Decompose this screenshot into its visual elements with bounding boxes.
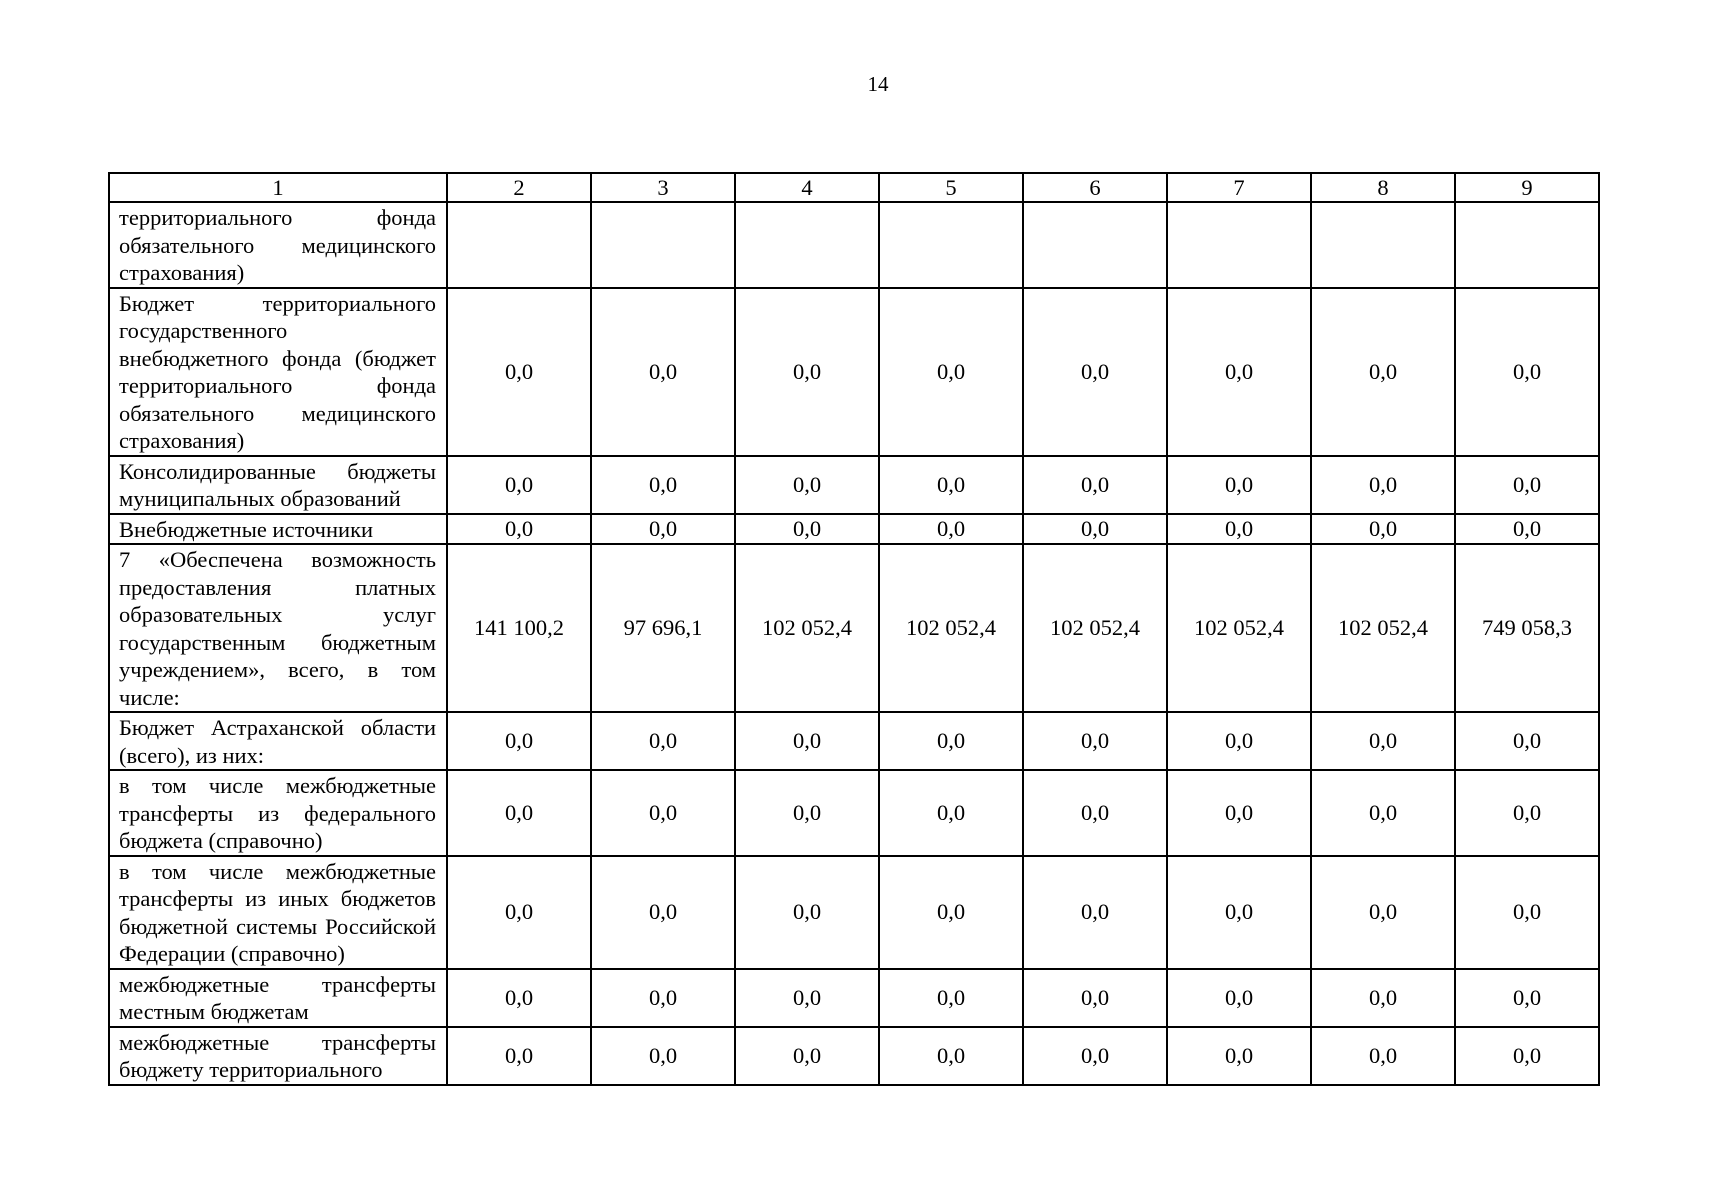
table-cell: 0,0 [1023,969,1167,1027]
table-cell: 0,0 [1455,1027,1599,1085]
table-cell: 749 058,3 [1455,544,1599,712]
table-cell: 0,0 [1311,514,1455,545]
table-cell: 0,0 [1311,288,1455,456]
column-header: 9 [1455,173,1599,202]
table-cell: 0,0 [1167,770,1311,856]
table-cell: 0,0 [879,514,1023,545]
table-cell: 0,0 [591,456,735,514]
table-cell [879,202,1023,288]
row-label: межбюджетные трансферты местным бюджетам [109,969,447,1027]
table-cell: 0,0 [1455,288,1599,456]
table-cell: 0,0 [735,856,879,969]
table-header-row [109,173,1599,202]
table-cell: 0,0 [1167,712,1311,770]
table-cell: 102 052,4 [879,544,1023,712]
table-cell: 0,0 [879,969,1023,1027]
table-row [109,202,1599,288]
table-cell: 0,0 [1023,288,1167,456]
column-header: 8 [1311,173,1455,202]
table-cell: 0,0 [1167,288,1311,456]
table-row [109,969,1599,1027]
table-cell: 0,0 [1167,856,1311,969]
row-label: Бюджет территориального государственного внебюджетного фонда (бюджет территориального фонда обязательного медицинского страхования) [109,288,447,456]
table-cell: 0,0 [1455,770,1599,856]
table-cell: 0,0 [1455,712,1599,770]
table-cell: 0,0 [591,288,735,456]
table-cell: 0,0 [1167,1027,1311,1085]
table-cell: 0,0 [1167,456,1311,514]
row-label: Консолидированные бюджеты муниципальных образований [109,456,447,514]
table-cell: 0,0 [1311,456,1455,514]
table-cell: 0,0 [879,288,1023,456]
column-header: 1 [109,173,447,202]
table-cell: 0,0 [1023,712,1167,770]
table-cell [1311,202,1455,288]
table-row [109,514,1599,545]
table-cell: 0,0 [591,969,735,1027]
table-cell: 0,0 [447,712,591,770]
column-header: 7 [1167,173,1311,202]
table-cell: 0,0 [1455,969,1599,1027]
page-number: 14 [867,72,889,96]
column-header: 3 [591,173,735,202]
table-row [109,544,1599,712]
table-cell [1167,202,1311,288]
table-cell: 0,0 [447,969,591,1027]
row-label: территориального фонда обязательного медицинского страхования) [109,202,447,288]
table-cell: 0,0 [1167,514,1311,545]
column-header: 4 [735,173,879,202]
table-cell: 0,0 [879,770,1023,856]
table-cell: 0,0 [1311,1027,1455,1085]
table-cell: 0,0 [1311,770,1455,856]
table-cell: 0,0 [591,770,735,856]
table-cell: 0,0 [1023,770,1167,856]
table-cell [1455,202,1599,288]
table-cell [591,202,735,288]
column-header: 5 [879,173,1023,202]
table-cell: 0,0 [735,288,879,456]
row-label: Внебюджетные источники [109,514,447,545]
table-cell: 0,0 [735,712,879,770]
table-cell: 0,0 [1455,456,1599,514]
table-cell: 102 052,4 [1023,544,1167,712]
table-cell: 0,0 [735,456,879,514]
row-label: межбюджетные трансферты бюджету территориального [109,1027,447,1085]
table-cell [1023,202,1167,288]
table-cell: 0,0 [591,712,735,770]
table-cell: 0,0 [1455,856,1599,969]
table-cell: 141 100,2 [447,544,591,712]
table-cell: 0,0 [447,514,591,545]
table-row [109,456,1599,514]
table-row [109,288,1599,456]
table-cell: 0,0 [1023,1027,1167,1085]
budget-table [108,172,1600,1086]
table-cell: 0,0 [735,514,879,545]
table-cell: 0,0 [879,1027,1023,1085]
table-row [109,856,1599,969]
table-cell: 0,0 [1311,856,1455,969]
table-cell: 0,0 [447,1027,591,1085]
table-cell: 97 696,1 [591,544,735,712]
table-cell: 0,0 [879,712,1023,770]
row-label: в том числе межбюджетные трансферты из федерального бюджета (справочно) [109,770,447,856]
table-cell: 0,0 [591,514,735,545]
table-row [109,1027,1599,1085]
table-cell: 0,0 [735,1027,879,1085]
table-cell: 0,0 [1167,969,1311,1027]
table-cell: 0,0 [447,288,591,456]
table-cell: 0,0 [1023,856,1167,969]
column-header: 2 [447,173,591,202]
table-cell [735,202,879,288]
row-label: 7 «Обеспечена возможность предоставления платных образовательных услуг государственным бюджетным учреждением», всего, в том числе: [109,544,447,712]
row-label: Бюджет Астраханской области (всего), из них: [109,712,447,770]
table-row [109,770,1599,856]
table-row [109,712,1599,770]
table-cell [447,202,591,288]
table-cell: 0,0 [447,770,591,856]
table-cell: 0,0 [1311,969,1455,1027]
table-cell: 102 052,4 [1311,544,1455,712]
table-cell: 0,0 [447,456,591,514]
column-header: 6 [1023,173,1167,202]
table-cell: 0,0 [447,856,591,969]
table-cell: 102 052,4 [735,544,879,712]
row-label: в том числе межбюджетные трансферты из иных бюджетов бюджетной системы Российской Федерации (справочно) [109,856,447,969]
table-cell: 0,0 [735,770,879,856]
table-cell: 0,0 [591,1027,735,1085]
table-cell: 102 052,4 [1167,544,1311,712]
table-cell: 0,0 [1311,712,1455,770]
table-cell: 0,0 [1455,514,1599,545]
table-cell: 0,0 [735,969,879,1027]
table-cell: 0,0 [1023,456,1167,514]
table-cell: 0,0 [879,456,1023,514]
table-cell: 0,0 [879,856,1023,969]
table-cell: 0,0 [591,856,735,969]
table-cell: 0,0 [1023,514,1167,545]
